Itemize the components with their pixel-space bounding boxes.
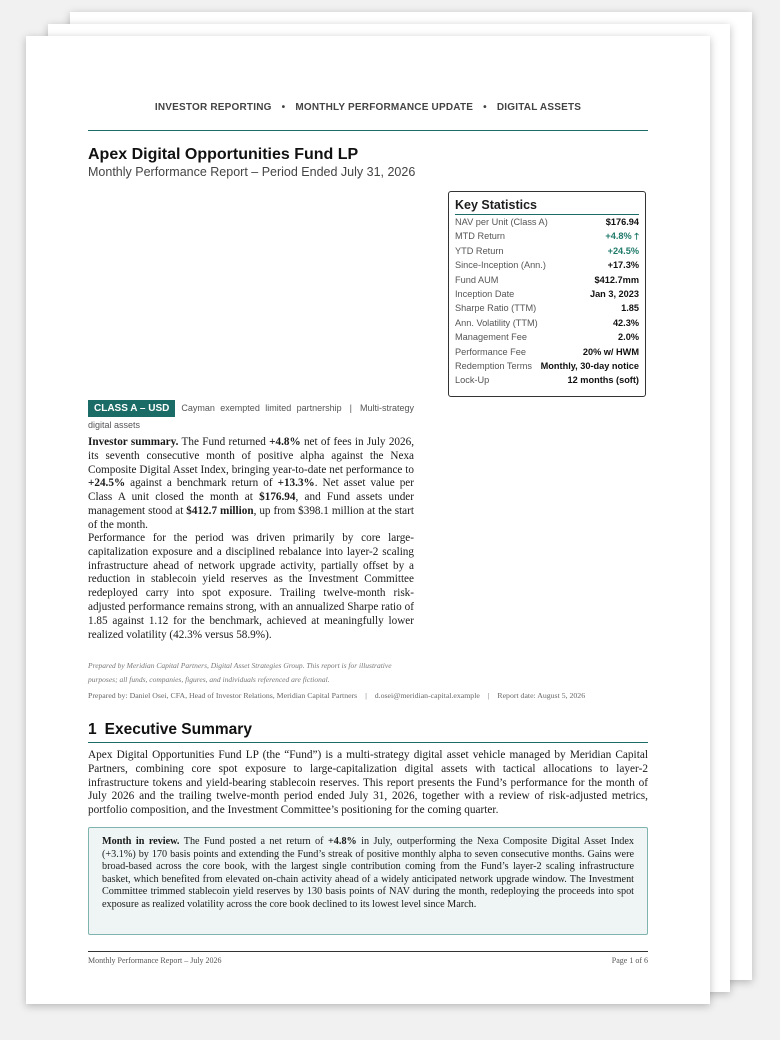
key-statistics-row — [455, 301, 639, 315]
class-info-line — [88, 400, 414, 433]
header-item-digital-assets: DIGITAL ASSETS — [496, 102, 582, 113]
key-statistics-label: Lock-Up — [455, 375, 490, 386]
summary-aum: $412.7 million — [186, 504, 254, 517]
callout-lead: Month in review. — [102, 836, 180, 847]
disclaimer-note: Prepared by Meridian Capital Partners, Digital Asset Strategies Group. This report is for illustrative purposes; all funds, companies, figures, and individuals referenced are fictional. — [88, 661, 392, 684]
preparer-email: d.osei@meridian-capital.example — [374, 691, 480, 700]
footer-rule — [88, 951, 648, 952]
key-statistics-label: Since-Inception (Ann.) — [455, 260, 546, 271]
summary-ytd-return: +24.5% — [88, 477, 126, 490]
prepared-separator: | — [487, 691, 490, 700]
key-statistics-value: Jan 3, 2023 — [589, 288, 639, 299]
key-statistics-row — [455, 258, 639, 272]
key-statistics-label: Ann. Volatility (TTM) — [455, 317, 538, 328]
key-statistics-value: 2.0% — [618, 332, 639, 343]
report-page — [26, 36, 710, 1004]
summary-text: net of fees in July 2026, its seventh consecutive month of positive alpha against the Nexa Composite Digital Asset Index, bringing year-to-date net performance to — [88, 436, 414, 476]
key-statistics-value: Monthly, 30-day notice — [540, 360, 639, 371]
key-statistics-row — [455, 359, 639, 373]
summary-mtd-return: +4.8% — [269, 436, 301, 448]
fund-strategy: Multi-strategy digital assets — [88, 403, 414, 430]
key-statistics-label: MTD Return — [455, 231, 506, 242]
summary-text: , up from $398.1 million at the start of the month. — [88, 504, 414, 531]
summary-text: The Fund returned — [178, 436, 270, 448]
key-statistics-row — [455, 373, 639, 387]
share-class-badge: CLASS A – USD — [88, 400, 175, 417]
key-statistics-row — [455, 244, 639, 258]
summary-text: , and Fund assets under management stood at — [88, 491, 414, 517]
callout-text: The Fund posted a net return of — [179, 836, 328, 847]
month-in-review-callout — [88, 827, 648, 935]
callout-return: +4.8% — [328, 836, 357, 847]
key-statistics-label: Inception Date — [455, 288, 515, 299]
preparer-name: Prepared by: Daniel Osei, CFA, Head of Investor Relations, Meridian Capital Partners — [88, 691, 358, 700]
header-item-monthly-update: MONTHLY PERFORMANCE UPDATE — [295, 102, 474, 113]
header-separator: • — [281, 102, 286, 113]
key-statistics-value: $412.7mm — [594, 274, 639, 285]
key-statistics-label: Management Fee — [455, 332, 528, 343]
summary-benchmark-return: +13.3% — [277, 477, 315, 490]
performance-paragraph: Performance for the period was driven primarily by core large-capitalization exposure and a disciplined rebalance into layer-2 scaling infrastructure ahead of network upgrade activity, partially offset by a reduction in stablecoin yield reserves as the Investment Committee redeployed carry into spot exposure. Trailing twelve-month risk-adjusted performance remains strong, with an annualized Sharpe ratio of 1.85 against 1.12 for the benchmark, achieved at meaningfully lower realized volatility (42.3% versus 58.9%). — [88, 532, 414, 641]
summary-text: against a benchmark return of — [125, 477, 278, 490]
key-statistics-value: 1.85 — [621, 303, 639, 314]
key-statistics-label: Redemption Terms — [455, 360, 532, 371]
key-statistics-table — [455, 215, 639, 388]
footer-page-number: Page 1 of 6 — [611, 956, 648, 965]
key-statistics-label: YTD Return — [455, 245, 504, 256]
investor-summary-paragraph — [88, 436, 414, 533]
key-statistics-value: 20% w/ HWM — [582, 346, 639, 357]
key-statistics-row — [455, 345, 639, 359]
header-item-investor-reporting: INVESTOR REPORTING — [154, 102, 272, 113]
footer-report-name: Monthly Performance Report – July 2026 — [88, 956, 222, 965]
prepared-separator: | — [365, 691, 367, 700]
running-header — [88, 102, 648, 113]
key-statistics-title: Key Statistics — [455, 198, 639, 215]
key-statistics-row — [455, 330, 639, 344]
summary-nav: $176.94 — [259, 491, 296, 504]
header-rule — [88, 130, 648, 131]
fund-structure: Cayman exempted limited partnership — [181, 403, 342, 413]
key-statistics-panel — [448, 191, 646, 397]
summary-text: . Net asset value per Class A unit closed the month at — [88, 477, 414, 504]
callout-text: in July, outperforming the Nexa Composite Digital Asset Index (+3.1%) by 170 basis points and extending the Fund’s streak of positive monthly alpha to seven consecutive months. Gains were broad-based across the core book, with the largest single contribution coming from the Fund’s layer-2 scaling infrastructure basket, which benefited from elevated on-chain activity ahead of a widely anticipated network upgrade window. The Investment Committee trimmed stablecoin yield reserves by 130 basis points of NAV during the month, redeploying the proceeds into spot exposure as realized volatility across the core book declined to its lowest level since March. — [102, 836, 635, 910]
key-statistics-label: Performance Fee — [455, 346, 526, 357]
key-statistics-label: Fund AUM — [455, 274, 499, 285]
key-statistics-row — [455, 316, 639, 330]
executive-summary-paragraph: Apex Digital Opportunities Fund LP (the “Fund”) is a multi-strategy digital asset vehicle managed by Meridian Capital Partners, combining core spot exposure to large-capitalization digital assets with tactical allocations to layer-2 infrastructure tokens and yield-bearing stablecoin reserves. This report presents the Fund’s performance for the month of July 2026 and the trailing twelve-month period ended July 31, 2026, together with a review of risk-adjusted metrics, portfolio composition, and the Investment Committee’s positioning for the coming quarter. — [88, 749, 648, 817]
report-date: Report date: August 5, 2026 — [497, 691, 586, 700]
class-separator: | — [349, 403, 352, 413]
investor-summary-lead: Investor summary. — [88, 436, 179, 448]
key-statistics-value: 12 months (soft) — [567, 375, 639, 386]
document-subtitle: Monthly Performance Report – Period Ended July 31, 2026 — [88, 165, 416, 179]
prepared-by-line — [88, 691, 650, 700]
key-statistics-row — [455, 287, 639, 301]
key-statistics-value: +24.5% — [607, 245, 639, 256]
section-heading-executive-summary — [88, 721, 648, 743]
header-separator: • — [483, 102, 487, 113]
key-statistics-row — [455, 273, 639, 287]
key-statistics-value: $176.94 — [605, 217, 639, 227]
key-statistics-label: NAV per Unit (Class A) — [455, 217, 548, 227]
key-statistics-label: Sharpe Ratio (TTM) — [455, 303, 537, 314]
key-statistics-row — [455, 215, 639, 229]
section-title: Executive Summary — [104, 721, 252, 738]
key-statistics-value: 42.3% — [612, 317, 639, 328]
key-statistics-value: +17.3% — [607, 260, 639, 271]
key-statistics-value: +4.8% 🡑 — [605, 231, 639, 242]
section-number: 1 — [88, 721, 97, 738]
document-title: Apex Digital Opportunities Fund LP — [88, 146, 359, 163]
key-statistics-row — [455, 229, 639, 243]
